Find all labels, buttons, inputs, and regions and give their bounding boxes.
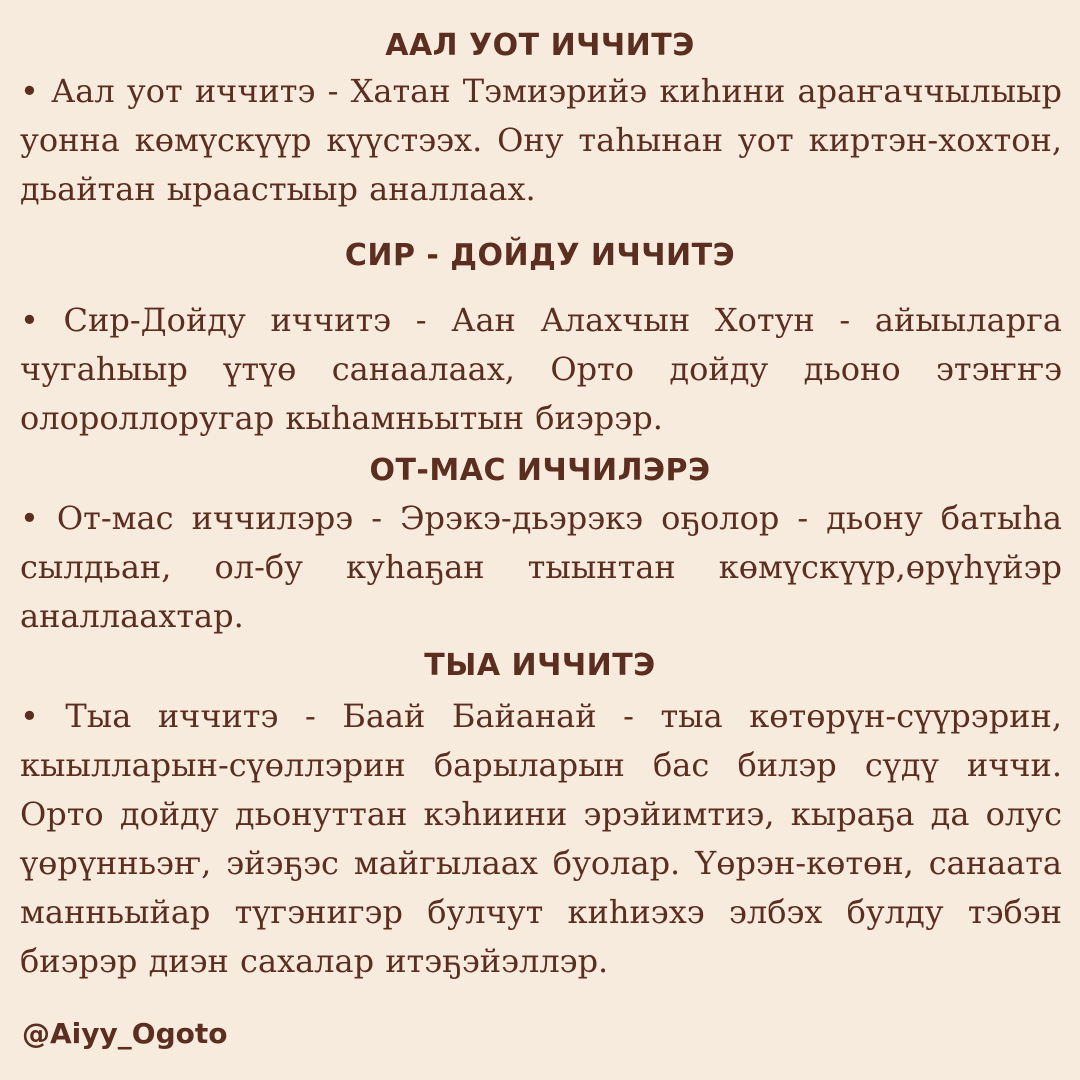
paragraph-ot-mas-ichchilere: • От-мас иччилэрэ - Эрэкэ-дьэрэкэ оҕолор - дьону батыһа сылдьан, ол-бу куһаҕан тыынтан көмүскүүр,өрүһүйэр аналлаахтар. bbox=[20, 499, 1062, 635]
author-handle: @Aiyy_Ogoto bbox=[22, 1017, 228, 1050]
paragraph-sir-doidu-ichchite: • Сир-Дойду иччитэ - Аан Алахчын Хотун - айыыларга чугаһыыр үтүө санаалаах, Орто дойду дьоно этэҥҥэ олороллоругар кыһамньытын биэрэр. bbox=[20, 301, 1062, 437]
heading-ot-mas-ichchilere: ОТ-МАС ИЧЧИЛЭРЭ bbox=[369, 453, 711, 488]
heading-aal-uot-ichchite: ААЛ УОТ ИЧЧИТЭ bbox=[385, 28, 695, 63]
heading-tya-ichchite: ТЫА ИЧЧИТЭ bbox=[424, 648, 656, 683]
paragraph-tya-ichchite: • Тыа иччитэ - Баай Байанай - тыа көтөрүн-сүүрэрин, кыылларын-сүөллэрин барыларын бас билэр сүдү иччи. Орто дойду дьонуттан кэһиини эрэйимтиэ, кыраҕа да олус үөрүнньэҥ, эйэҕэс майгылаах буолар. Үөрэн-көтөн, санаата манньыйар түгэнигэр булчут киһиэхэ элбэх булду тэбэн биэрэр диэн сахалар итэҕэйэллэр. bbox=[20, 697, 1062, 980]
paragraph-aal-uot-ichchite: • Аал уот иччитэ - Хатан Тэмиэрийэ киһини араҥаччылыыр уонна көмүскүүр күүстээх. Ону таһынан уот киртэн-хохтон, дьайтан ыраастыыр аналлаах. bbox=[20, 72, 1062, 208]
heading-sir-doidu-ichchite: СИР - ДОЙДУ ИЧЧИТЭ bbox=[344, 238, 736, 273]
